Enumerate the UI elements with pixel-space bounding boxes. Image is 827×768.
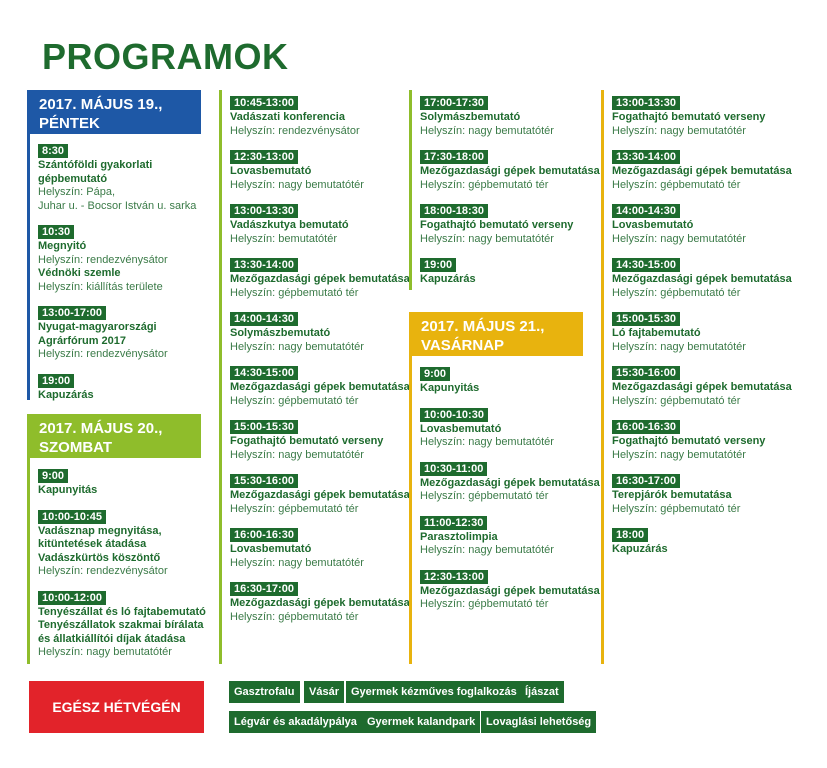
event-time: 13:30-14:00 — [612, 150, 680, 164]
event-location: Helyszín: gépbemutató tér — [612, 394, 741, 407]
event-item — [420, 255, 600, 287]
sunday-events — [420, 364, 600, 621]
event-item — [420, 567, 600, 612]
event-location: Helyszín: nagy bemutatótér — [230, 556, 364, 569]
event-time: 14:00-14:30 — [230, 312, 298, 326]
event-location: Helyszín: nagy bemutatótér — [420, 544, 554, 556]
event-item — [230, 309, 410, 354]
weekend-tag: Gasztrofalu — [229, 681, 300, 703]
event-name: Védnöki szemle — [38, 267, 121, 279]
event-location: Helyszín: nagy bemutatótér — [38, 646, 172, 658]
event-time: 9:00 — [420, 367, 450, 381]
event-name: Kapuzárás — [612, 543, 668, 555]
event-time: 13:30-14:00 — [230, 258, 298, 272]
event-time: 14:30-15:00 — [612, 258, 680, 272]
event-time: 15:00-15:30 — [230, 420, 298, 434]
sunday-header-date: 2017. MÁJUS 21., — [421, 318, 545, 335]
event-name: Mezőgazdasági gépek bemutatása — [612, 165, 792, 177]
event-time: 10:45-13:00 — [230, 96, 298, 110]
event-item — [420, 405, 600, 450]
event-name: Kapuzárás — [38, 388, 94, 401]
saturday-events — [38, 466, 213, 669]
event-time: 8:30 — [38, 144, 68, 158]
event-item — [38, 141, 208, 213]
event-location: Helyszín: gépbemutató tér — [230, 502, 359, 515]
event-item — [612, 309, 802, 354]
event-item — [230, 417, 410, 462]
event-name: Solymászbemutató — [420, 111, 521, 123]
event-name: Mezőgazdasági gépek bemutatása — [420, 584, 600, 597]
event-location: Helyszín: nagy bemutatótér — [230, 340, 364, 353]
event-item — [230, 147, 410, 192]
event-item — [38, 466, 213, 498]
event-time: 14:30-15:00 — [230, 366, 298, 380]
event-name: Agrárfórum 2017 — [38, 334, 127, 347]
event-name: Mezőgazdasági gépek bemutatása — [420, 165, 600, 177]
event-time: 10:00-10:45 — [38, 510, 106, 524]
event-item — [230, 93, 410, 138]
weekend-label: EGÉSZ HÉTVÉGÉN — [29, 681, 204, 733]
weekend-tag: Gyermek kézműves foglalkozás — [346, 681, 522, 703]
event-location: Helyszín: gépbemutató tér — [230, 610, 359, 623]
event-location: Helyszín: nagy bemutatótér — [230, 448, 364, 461]
event-location: Helyszín: nagy bemutatótér — [420, 232, 554, 245]
event-item — [420, 364, 600, 396]
event-item — [38, 222, 208, 294]
event-name: Terepjárók bemutatása — [612, 489, 732, 501]
event-location: Helyszín: gépbemutató tér — [612, 286, 741, 299]
event-time: 15:00-15:30 — [612, 312, 680, 326]
event-time: 10:30-11:00 — [420, 462, 487, 476]
event-name: Fogathajtó bemutató verseny — [230, 435, 384, 447]
event-item — [38, 507, 213, 579]
event-name: Lovasbemutató — [612, 219, 694, 231]
event-name: Ló fajtabemutató — [612, 327, 701, 339]
event-item — [38, 371, 208, 403]
event-time: 12:30-13:00 — [230, 150, 298, 164]
event-time: 10:30 — [38, 225, 74, 239]
weekend-tag: Gyermek kalandpark — [362, 711, 480, 733]
event-location: Helyszín: rendezvénysátor — [38, 348, 168, 360]
event-item — [38, 588, 213, 660]
event-item — [420, 513, 600, 558]
event-time: 16:30-17:00 — [612, 474, 680, 488]
event-name: Lovasbemutató — [230, 165, 312, 177]
event-time: 19:00 — [420, 258, 456, 272]
event-item — [612, 255, 802, 300]
event-time: 13:00-13:30 — [230, 204, 298, 218]
sunday-header-day: VASÁRNAP — [421, 337, 505, 354]
event-time: 16:00-16:30 — [612, 420, 680, 434]
friday-events — [38, 141, 208, 411]
event-name: Vadászkutya bemutató — [230, 219, 349, 231]
event-name: Nyugat-magyarországi — [38, 321, 157, 333]
saturday-header — [27, 414, 201, 458]
event-location: Helyszín: Pápa, — [38, 186, 116, 198]
page-title: PROGRAMOK — [42, 36, 289, 77]
weekend-tag: Íjászat — [520, 681, 564, 703]
event-name: kitüntetések átadása — [38, 538, 147, 550]
event-name: Megnyitó — [38, 240, 87, 252]
event-location: Juhar u. - Bocsor István u. sarka — [38, 199, 197, 212]
event-time: 16:00-16:30 — [230, 528, 298, 542]
saturday-events-3 — [420, 93, 600, 296]
event-name: Parasztolimpia — [420, 530, 498, 543]
friday-header — [27, 90, 201, 134]
event-location: Helyszín: gépbemutató tér — [612, 502, 741, 515]
event-location: Helyszín: rendezvénysátor — [230, 124, 360, 137]
event-time: 10:00-10:30 — [420, 408, 488, 422]
event-location: Helyszín: nagy bemutatótér — [420, 436, 554, 448]
event-item — [420, 147, 600, 192]
event-name: Tenyészállat és ló fajtabemutató — [38, 605, 206, 618]
event-location: Helyszín: nagy bemutatótér — [612, 448, 746, 461]
event-location: Helyszín: kiállítás területe — [38, 280, 163, 293]
event-time: 14:00-14:30 — [612, 204, 680, 218]
event-name: Mezőgazdasági gépek bemutatása — [230, 489, 410, 501]
event-location: Helyszín: gépbemutató tér — [612, 178, 741, 191]
sunday-events-2 — [612, 93, 802, 566]
event-time: 17:00-17:30 — [420, 96, 488, 110]
event-item — [38, 303, 208, 362]
event-item — [420, 459, 600, 504]
event-time: 11:00-12:30 — [420, 516, 487, 530]
event-item — [612, 363, 802, 408]
event-name: Lovasbemutató — [420, 422, 502, 435]
event-location: Helyszín: nagy bemutatótér — [230, 178, 364, 191]
event-item — [230, 363, 410, 408]
event-location: Helyszín: gépbemutató tér — [420, 178, 549, 191]
saturday-header-date: 2017. MÁJUS 20., — [39, 420, 163, 437]
event-item — [612, 417, 802, 462]
event-item — [230, 201, 410, 246]
event-item — [612, 471, 802, 516]
event-item — [230, 255, 410, 300]
friday-header-date: 2017. MÁJUS 19., — [39, 96, 163, 113]
event-name: Vadászkürtös köszöntő — [38, 551, 161, 564]
event-name: Mezőgazdasági gépek bemutatása — [420, 476, 600, 489]
event-name: Fogathajtó bemutató verseny — [612, 111, 766, 123]
event-name: Fogathajtó bemutató verseny — [612, 435, 766, 447]
event-time: 15:30-16:00 — [612, 366, 680, 380]
event-name: és állatkiállítói díjak átadása — [38, 632, 186, 645]
event-name: Fogathajtó bemutató verseny — [420, 219, 574, 231]
event-time: 9:00 — [38, 469, 68, 483]
event-name: Kapunyitás — [420, 382, 480, 394]
event-location: Helyszín: rendezvénysátor — [38, 253, 168, 266]
weekend-tag: Légvár és akadálypálya — [229, 711, 362, 733]
event-name: Kapunyitás — [38, 484, 98, 496]
event-item — [612, 147, 802, 192]
event-name: Kapuzárás — [420, 273, 476, 285]
event-item — [230, 525, 410, 570]
event-name: Szántóföldi gyakorlati gépbemutató — [38, 159, 153, 185]
event-item — [612, 93, 802, 138]
event-name: Mezőgazdasági gépek bemutatása — [612, 273, 792, 285]
weekend-tag: Vásár — [304, 681, 344, 703]
event-time: 12:30-13:00 — [420, 570, 488, 584]
event-item — [230, 579, 410, 624]
event-location: Helyszín: bemutatótér — [230, 232, 337, 245]
event-item — [420, 93, 600, 138]
event-name: Solymászbemutató — [230, 327, 331, 339]
event-time: 18:00-18:30 — [420, 204, 488, 218]
event-item — [612, 525, 802, 557]
event-item — [612, 201, 802, 246]
event-name: Mezőgazdasági gépek bemutatása — [230, 597, 410, 609]
event-time: 18:00 — [612, 528, 648, 542]
event-location: Helyszín: gépbemutató tér — [230, 286, 359, 299]
event-time: 10:00-12:00 — [38, 591, 106, 605]
event-time: 16:30-17:00 — [230, 582, 298, 596]
event-location: Helyszín: nagy bemutatótér — [612, 340, 746, 353]
friday-header-day: PÉNTEK — [39, 115, 100, 132]
event-time: 13:00-17:00 — [38, 306, 106, 320]
event-location: Helyszín: gépbemutató tér — [230, 394, 359, 407]
event-name: Mezőgazdasági gépek bemutatása — [612, 381, 792, 393]
event-location: Helyszín: nagy bemutatótér — [420, 124, 554, 137]
sunday-header — [409, 312, 583, 356]
weekend-tag: Lovaglási lehetőség — [481, 711, 596, 733]
event-location: Helyszín: gépbemutató tér — [420, 490, 549, 502]
event-location: Helyszín: rendezvénysátor — [38, 565, 168, 577]
event-name: Mezőgazdasági gépek bemutatása — [230, 381, 410, 393]
event-name: Lovasbemutató — [230, 543, 312, 555]
saturday-events-2 — [230, 93, 410, 633]
event-time: 19:00 — [38, 374, 74, 388]
event-item — [420, 201, 600, 246]
event-item — [230, 471, 410, 516]
event-name: Mezőgazdasági gépek bemutatása — [230, 273, 410, 285]
event-location: Helyszín: gépbemutató tér — [420, 598, 549, 610]
event-name: Vadásznap megnyitása, — [38, 524, 162, 537]
saturday-header-day: SZOMBAT — [39, 439, 113, 456]
event-time: 13:00-13:30 — [612, 96, 680, 110]
event-name: Vadászati konferencia — [230, 111, 345, 123]
event-location: Helyszín: nagy bemutatótér — [612, 232, 746, 245]
event-time: 15:30-16:00 — [230, 474, 298, 488]
event-time: 17:30-18:00 — [420, 150, 488, 164]
event-location: Helyszín: nagy bemutatótér — [612, 124, 746, 137]
event-name: Tenyészállatok szakmai bírálata — [38, 619, 204, 631]
